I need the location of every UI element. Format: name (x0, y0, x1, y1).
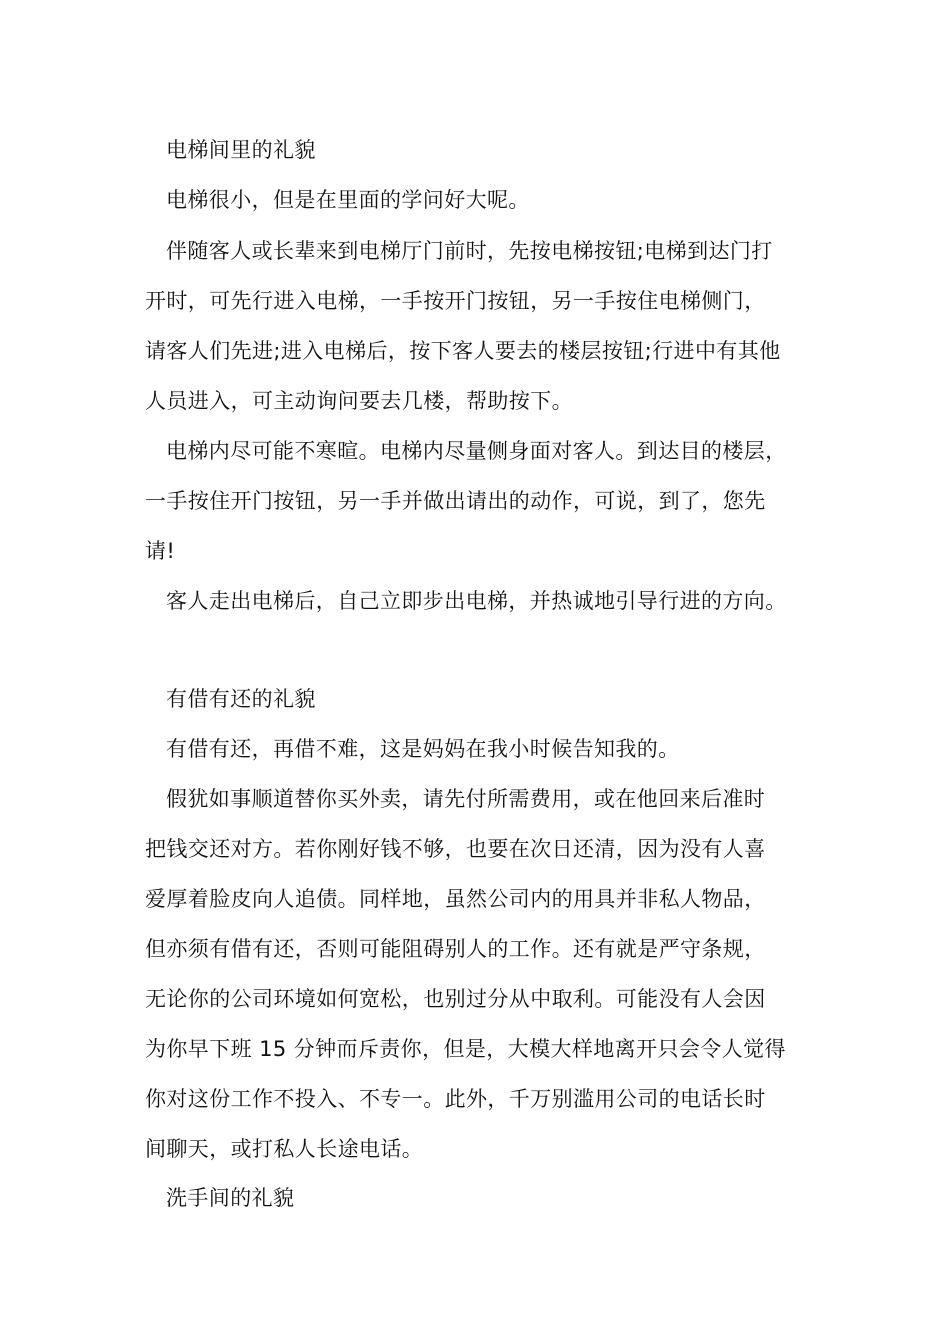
paragraph-line: 请客人们先进;进入电梯后，按下客人要去的楼层按钮;行进中有其他 (145, 339, 781, 363)
paragraph-line: 开时，可先行进入电梯，一手按开门按钮，另一手按住电梯侧门， (145, 289, 766, 313)
paragraph-line: 你对这份工作不投入、不专一。此外，千万别滥用公司的电话长时 (145, 1087, 766, 1111)
paragraph-line: 电梯很小，但是在里面的学问好大呢。 (166, 188, 530, 212)
paragraph-line: 伴随客人或长辈来到电梯厅门前时，先按电梯按钮;电梯到达门打 (166, 239, 773, 263)
paragraph-line: 请! (145, 539, 176, 563)
paragraph-line: 电梯内尽可能不寒暄。电梯内尽量侧身面对客人。到达目的楼层， (166, 439, 787, 463)
paragraph-line: 爱厚着脸皮向人追债。同样地，虽然公司内的用具并非私人物品， (145, 887, 766, 911)
paragraph-line: 间聊天，或打私人长途电话。 (145, 1137, 424, 1161)
paragraph-line: 假犹如事顺道替你买外卖，请先付所需费用，或在他回来后准时 (166, 787, 766, 811)
section-heading: 电梯间里的礼貌 (166, 138, 316, 162)
paragraph-line: 客人走出电梯后，自己立即步出电梯，并热诚地引导行进的方向。 (166, 589, 787, 613)
paragraph-line: 为你早下班 15 分钟而斥责你，但是，大模大样地离开只会令人觉得 (145, 1037, 786, 1061)
section-heading: 洗手间的礼貌 (166, 1186, 295, 1210)
paragraph-line: 一手按住开门按钮，另一手并做出请出的动作，可说，到了，您先 (145, 489, 766, 513)
paragraph-line: 但亦须有借有还，否则可能阻碍别人的工作。还有就是严守条规， (145, 937, 766, 961)
paragraph-line: 人员进入，可主动询问要去几楼，帮助按下。 (145, 389, 573, 413)
section-heading: 有借有还的礼貌 (166, 687, 316, 711)
paragraph-line: 把钱交还对方。若你刚好钱不够，也要在次日还清，因为没有人喜 (145, 837, 766, 861)
paragraph-line: 无论你的公司环境如何宽松，也别过分从中取利。可能没有人会因 (145, 987, 766, 1011)
paragraph-line: 有借有还，再借不难，这是妈妈在我小时候告知我的。 (166, 737, 680, 761)
